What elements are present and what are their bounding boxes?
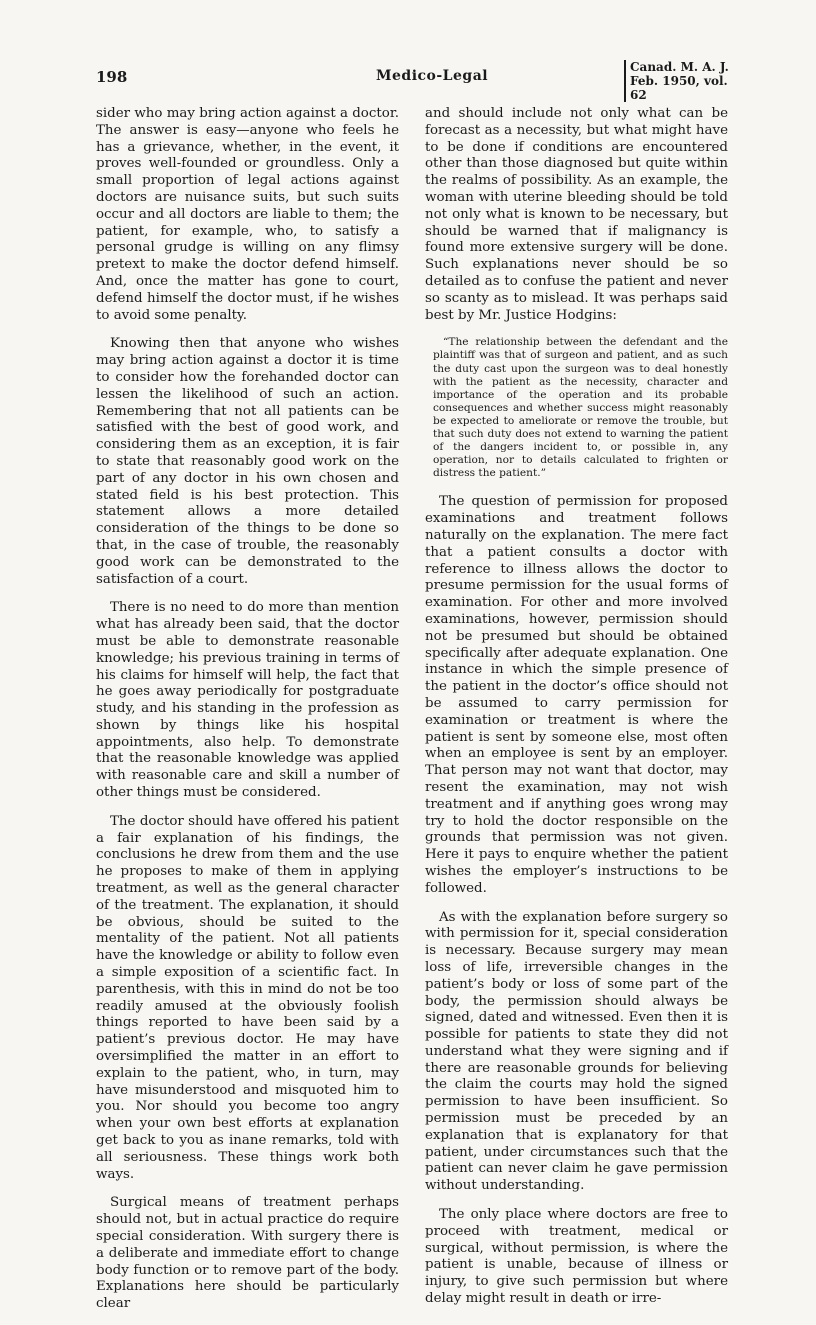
paragraph: As with the explanation before surgery so with permission for it, special consideration is necessary. Because surgery may mean loss of life, irreversible changes in the patient’s body or loss of some part of the body, the permission should always be signed, dated and witnessed. Even then it is possible for patients to state they did not understand what they were signing and if there are reasonable grounds for believing the claim the courts may hold the signed permission to have been insufficient. So permission must be preceded by an explanation that is explanatory for that patient, under circumstances such that the patient can never claim he gave permission without understanding. [425,909,728,1194]
paragraph: There is no need to do more than mention what has already been said, that the doctor must be able to demonstrate reasonable knowledge; his previous training in terms of his claims for himself will help, the fact that he goes away periodically for postgraduate study, and his standing in the profession as shown by things like his hospital appointments, also help. To demonstrate that the reasonable knowledge was applied with reasonable care and skill a number of other things must be considered. [96,600,399,801]
paragraph: and should include not only what can be forecast as a necessity, but what might have to be done if conditions are encountered other than those diagnosed but quite within the realms of possibility. As an example, the woman with uterine bleeding should be told not only what is known to be necessary, but should be warned that if malignancy is found more extensive surgery will be done. Such explanations never should be so detailed as to confuse the patient and never so scanty as to mislead. It was perhaps said best by Mr. Justice Hodgins: [425,106,728,323]
paragraph: The only place where doctors are free to proceed with treatment, medical or surgical, without permission, is where the patient is unable, because of illness or injury, to give such permission but where delay might result in death or irre- [425,1207,728,1307]
paragraph: The question of permission for proposed examinations and treatment follows naturally on the explanation. The mere fact that a patient consults a doctor with reference to illness allows the doctor to presume permission for the usual forms of examination. For other and more involved examinations, however, permission should not be presumed but should be obtained specifically after adequate explanation. One instance in which the simple presence of the patient in the doctor’s office should not be assumed to carry permission for examination or treatment is where the patient is sent by someone else, most often when an employee is sent by an employer. That person may not want that doctor, may resent the examination, may not wish treatment and if anything goes wrong may try to hold the doctor responsible on the grounds that permission was not given. Here it pays to enquire whether the patient wishes the employer’s instructions to be followed. [425,494,728,896]
page-number: 198 [96,68,128,86]
paragraph: sider who may bring action against a doctor. The answer is easy—anyone who feels he has a grievance, whether, in the event, it proves well-founded or groundless. Only a small proportion of legal actions against doctors are nuisance suits, but such suits occur and all doctors are liable to them; the patient, for example, who, to satisfy a personal grudge is willing on any flimsy pretext to make the doctor defend himself. And, once the matter has gone to court, defend himself the doctor must, if he wishes to avoid some penalty. [96,106,399,323]
paragraph: Knowing then that anyone who wishes may bring action against a doctor it is time to consider how the forehanded doctor can lessen the likelihood of such an action. Remembering that not all patients can be satisfied with the best of good work, and considering them as an exception, it is fair to state that reasonably good work on the part of any doctor in his own chosen and stated field is his best protection. This statement allows a more detailed consideration of the things to be done so that, in the case of trouble, the reasonably good work can be demonstrated to the satisfaction of a court. [96,336,399,587]
paragraph: The doctor should have offered his patient a fair explanation of his findings, the conclusions he drew from them and the use he proposes to make of them in applying treatment, as well as the general character of the treatment. The explanation, it should be obvious, should be suited to the mentality of the patient. Not all patients have the knowledge or ability to follow even a simple exposition of a scientific fact. In parenthesis, with this in mind do not be too readily amused at the obviously foolish things reported to have been said by a patient’s previous doctor. He may have oversimplified the matter in an effort to explain to the patient, who, in turn, may have misunderstood and misquoted him to you. Nor should you become too angry when your own best efforts at explanation get back to you as inane remarks, told with all seriousness. These things work both ways. [96,813,399,1182]
journal-citation [624,60,736,102]
citation-issue: Feb. 1950, vol. 62 [630,74,728,102]
citation-journal: Canad. M. A. J. [630,60,729,74]
left-column [96,106,399,1325]
paragraph: Surgical means of treatment perhaps should not, but in actual practice do require special consideration. With surgery there is a deliberate and immediate effort to change body function or to remove part of the body. Explanations here should be particularly clear [96,1195,399,1312]
page-header [96,60,736,100]
block-quote: “The relationship between the defendant and the plaintiff was that of surgeon and patient, and as such the duty cast upon the surgeon was to deal honestly with the patient as the necessity, character and importance of the operation and its probable consequences and whether success might reasonably be expected to ameliorate or remove the trouble, but that such duty does not extend to warning the patient of the dangers incident to, or possible in, any operation, nor to details calculated to frighten or distress the patient.” [433,336,728,480]
running-title: Medico-Legal [376,68,489,84]
right-column [425,106,728,1320]
